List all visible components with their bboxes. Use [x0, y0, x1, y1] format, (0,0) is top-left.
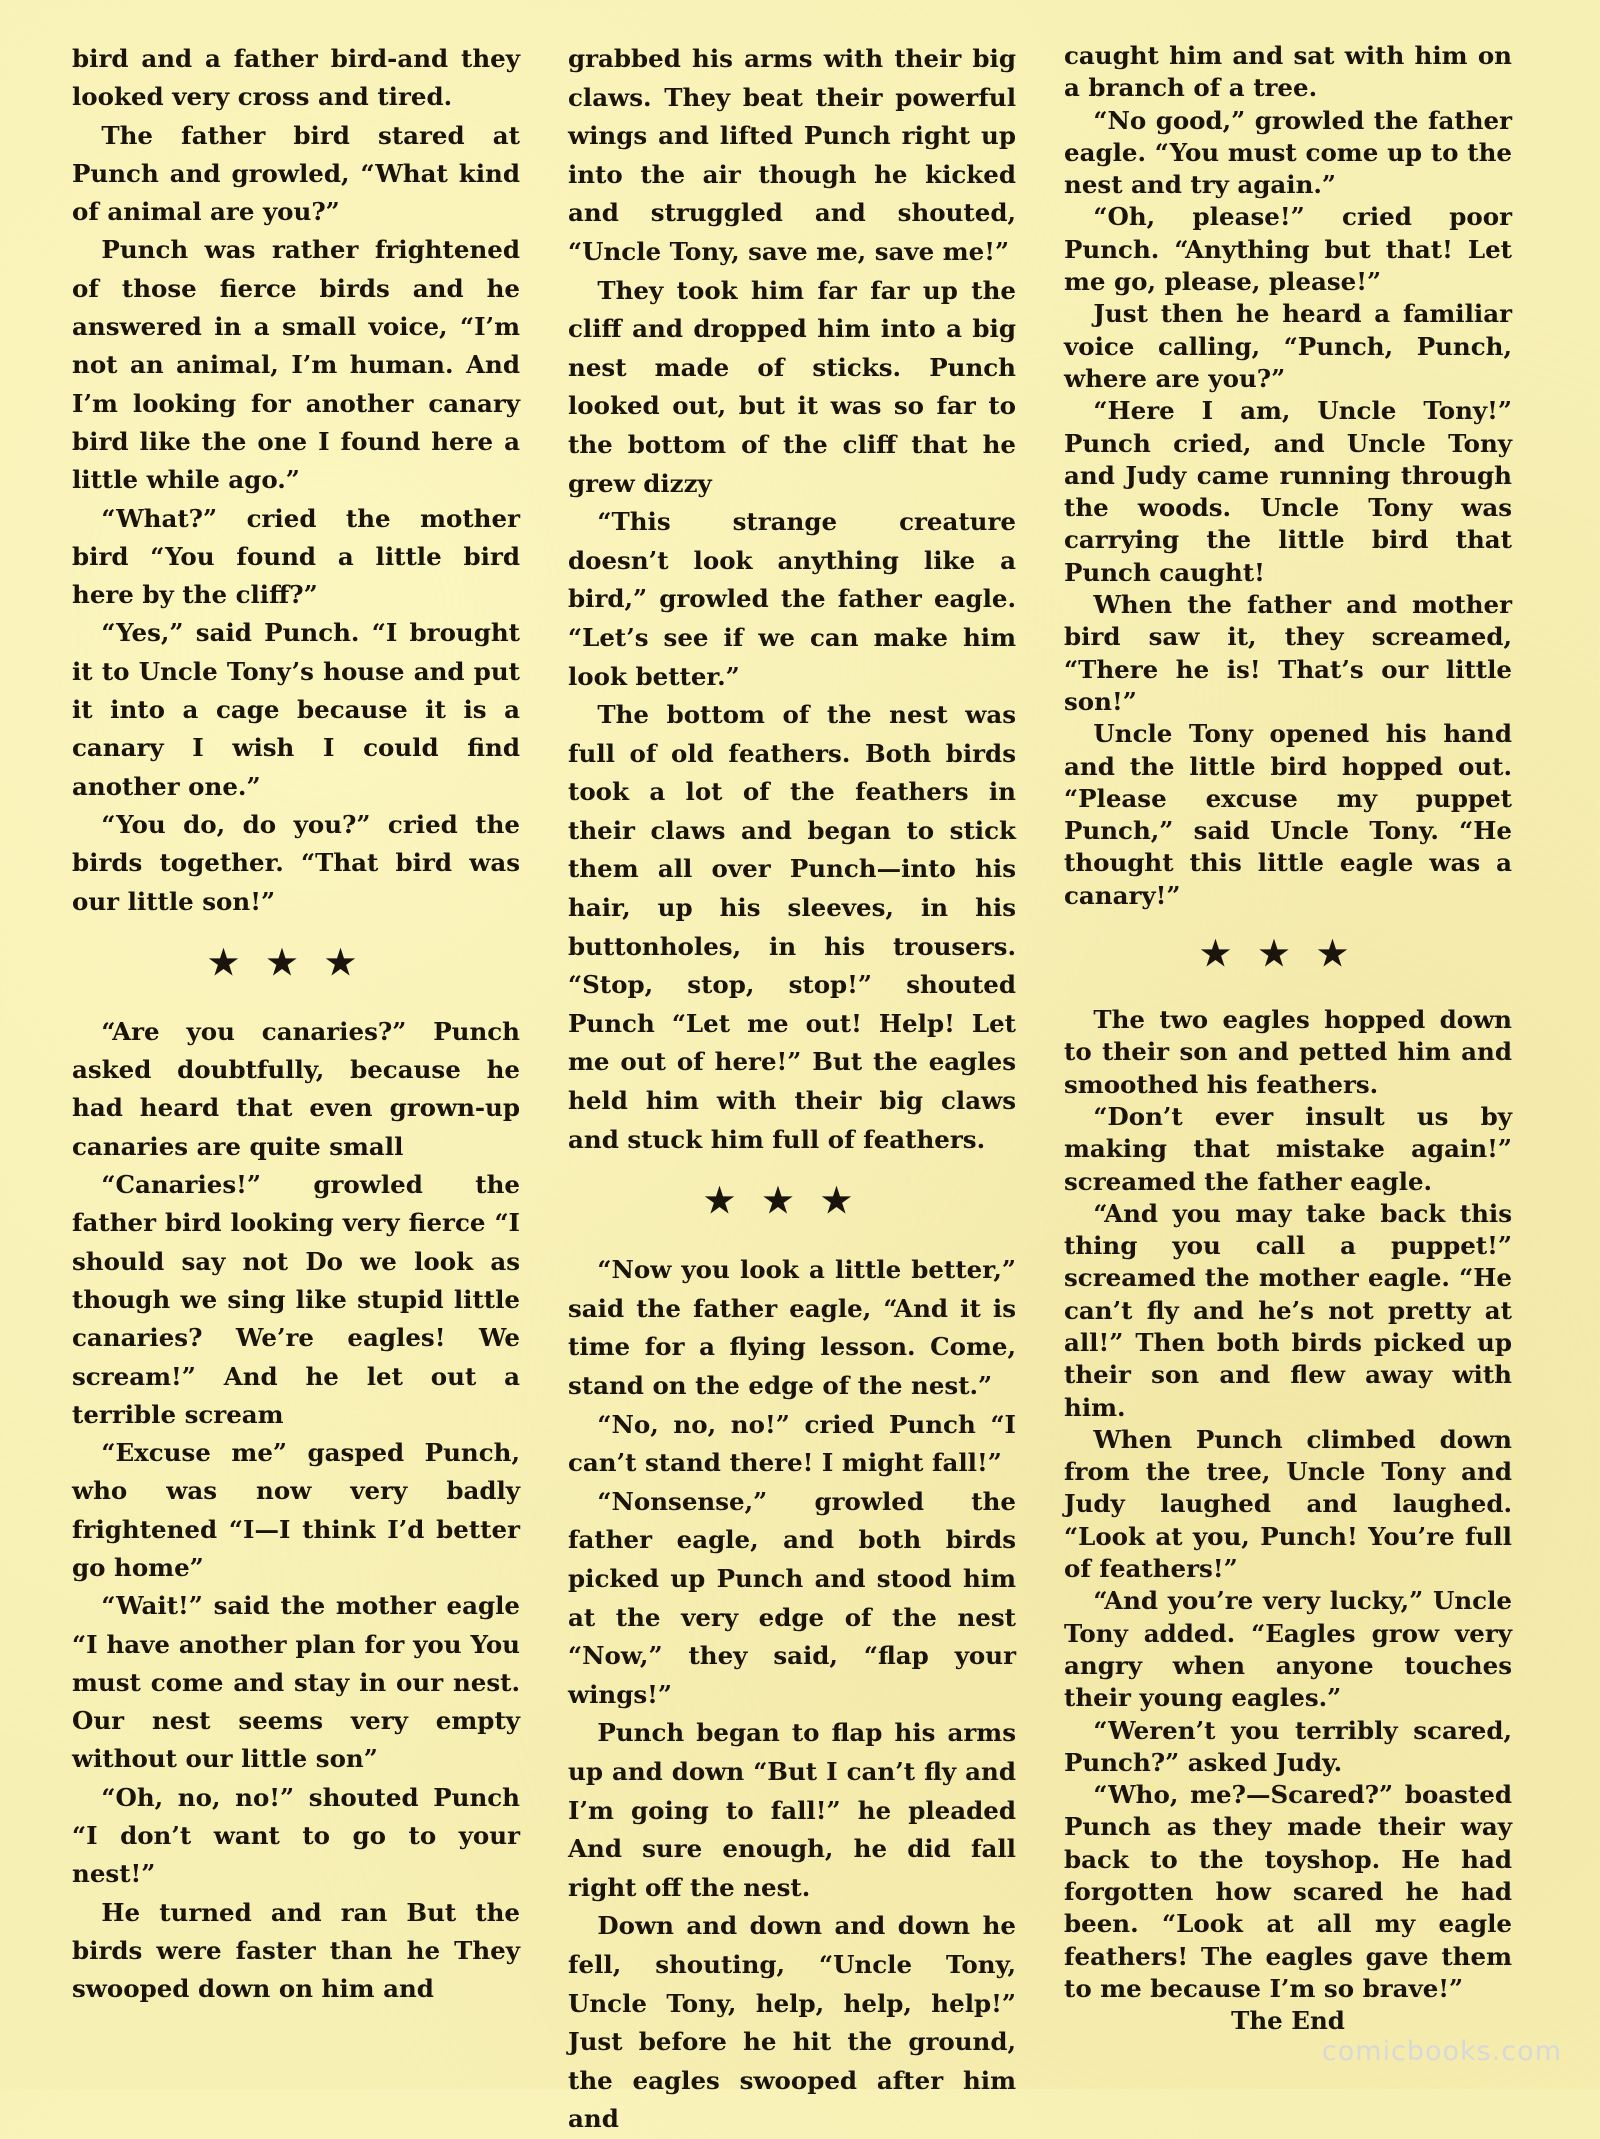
- text-column-2: [568, 40, 1016, 2134]
- story-paragraph: “What?” cried the mother bird “You found a little bird here by the cliff?”: [72, 503, 520, 610]
- story-paragraph: The two eagles hopped down to their son and petted him and smoothed his feathers.: [1064, 1005, 1512, 1099]
- star-icon: ★: [1200, 934, 1259, 975]
- story-paragraph: “Here I am, Uncle Tony!” Punch cried, and Uncle Tony and Judy came running through the woods. Uncle Tony was carrying the little bird that Punch caught!: [1064, 396, 1512, 587]
- story-paragraph: “This strange creature doesn’t look anything like a bird,” growled the father eagle. “Let’s see if we can make him look better.”: [568, 507, 1016, 691]
- story-paragraph: “Wait!” said the mother eagle “I have another plan for you You must come and stay in our nest. Our nest seems very empty without our little son”: [72, 1591, 520, 1774]
- story-paragraph: They took him far far up the cliff and dropped him into a big nest made of sticks. Punch looked out, but it was so far to the bottom of the cliff that he grew dizzy: [568, 275, 1016, 498]
- story-paragraph: “Don’t ever insult us by making that mistake again!” screamed the father eagle.: [1064, 1101, 1512, 1196]
- story-paragraph: Punch began to flap his arms up and down “But I can’t fly and I’m going to fall!” he pleaded And sure enough, he did fall right off the nest.: [568, 1718, 1016, 1902]
- story-paragraph: “No good,” growled the father eagle. “You must come up to the nest and try again.”: [1064, 105, 1512, 200]
- story-paragraph: The bottom of the nest was full of old feathers. Both birds took a lot of the feathers in their claws and began to stick them all over Punch—into his hair, up his sleeves, in his buttonholes, in his trousers. “Stop, stop, stop!” shouted Punch “Let me out! Help! Let me out of here!” But the eagles held him with their big claws and stuck him full of feathers.: [568, 700, 1016, 1154]
- story-paragraph: “Excuse me” gasped Punch, who was now very badly frightened “I—I think I’d better go home”: [72, 1438, 520, 1582]
- text-column-3: [1064, 40, 1512, 2036]
- story-paragraph: bird and a father bird-and they looked very cross and tired.: [72, 44, 520, 112]
- story-paragraph: He turned and ran But the birds were faster than he They swooped down on him and: [72, 1897, 520, 2004]
- story-paragraph: grabbed his arms with their big claws. They beat their powerful wings and lifted Punch right up into the air though he kicked and struggled and shouted, “Uncle Tony, save me, save me!”: [568, 44, 1016, 266]
- section-divider-stars: [1064, 934, 1512, 974]
- star-icon: ★: [704, 1181, 763, 1222]
- story-paragraph: “No, no, no!” cried Punch “I can’t stand there! I might fall!”: [568, 1409, 1016, 1478]
- section-divider-stars: [568, 1181, 1016, 1221]
- story-paragraph: “And you’re very lucky,” Uncle Tony added. “Eagles grow very angry when anyone touches their young eagles.”: [1064, 1586, 1512, 1713]
- watermark: comicbooks.com: [1321, 2036, 1562, 2067]
- story-paragraph: Just then he heard a familiar voice calling, “Punch, Punch, where are you?”: [1064, 299, 1512, 393]
- story-end-label: The End: [1231, 2006, 1345, 2036]
- story-paragraph: Punch was rather frightened of those fierce birds and he answered in a small voice, “I’m not an animal, I’m human. And I’m looking for another canary bird like the one I found here a little while ago.”: [72, 235, 520, 495]
- section-divider-stars: [72, 943, 520, 983]
- story-paragraph: caught him and sat with him on a branch of a tree.: [1064, 41, 1512, 103]
- star-icon: ★: [1317, 934, 1376, 975]
- story-paragraph: “And you may take back this thing you call a puppet!” screamed the mother eagle. “He can’t fly and he’s not pretty at all!” Then both birds picked up their son and flew away with him.: [1064, 1198, 1512, 1422]
- story-paragraph: Down and down and down he fell, shouting, “Uncle Tony, Uncle Tony, help, help, help!” Just before he hit the ground, the eagles swooped after him and: [568, 1911, 1016, 2134]
- story-paragraph: “Yes,” said Punch. “I brought it to Uncle Tony’s house and put it into a cage because it is a canary I wish I could find another one.”: [72, 618, 520, 801]
- story-paragraph: “You do, do you?” cried the birds together. “That bird was our little son!”: [72, 809, 520, 916]
- star-icon: ★: [266, 942, 326, 983]
- story-paragraph: “Are you canaries?” Punch asked doubtfully, because he had heard that even grown-up canaries are quite small: [72, 1016, 520, 1161]
- story-paragraph: When the father and mother bird saw it, they screamed, “There he is! That’s our little son!”: [1064, 590, 1512, 716]
- star-icon: ★: [762, 1181, 822, 1222]
- story-paragraph: “Nonsense,” growled the father eagle, and both birds picked up Punch and stood him at the very edge of the nest “Now,” they said, “flap your wings!”: [568, 1486, 1016, 1709]
- story-paragraph: “Oh, please!” cried poor Punch. “Anything but that! Let me go, please, please!”: [1064, 202, 1512, 297]
- story-paragraph: Uncle Tony opened his hand and the little bird hopped out. “Please excuse my puppet Punch,” said Uncle Tony. “He thought this little eagle was a canary!”: [1064, 719, 1512, 910]
- star-icon: ★: [325, 942, 384, 983]
- story-paragraph: The father bird stared at Punch and growled, “What kind of animal are you?”: [72, 120, 520, 227]
- story-paragraph: “Now you look a little better,” said the father eagle, “And it is time for a flying lesson. Come, stand on the edge of the nest.”: [568, 1255, 1016, 1400]
- star-icon: ★: [821, 1181, 880, 1222]
- story-paragraph: When Punch climbed down from the tree, Uncle Tony and Judy laughed and laughed. “Look at you, Punch! You’re full of feathers!”: [1064, 1424, 1512, 1584]
- story-paragraph: “Canaries!” growled the father bird looking very fierce “I should say not Do we look as though we sing like stupid little canaries? We’re eagles! We scream!” And he let out a terrible scream: [72, 1170, 520, 1429]
- story-paragraph: “Oh, no, no!” shouted Punch “I don’t want to go to your nest!”: [72, 1782, 520, 1889]
- story-paragraph: “Who, me?—Scared?” boasted Punch as they made their way back to the toyshop. He had forgotten how scared he had been. “Look at all my eagle feathers! The eagles gave them to me because I’m so brave!”: [1064, 1780, 1512, 2003]
- star-icon: ★: [208, 942, 267, 983]
- star-icon: ★: [1258, 934, 1318, 975]
- text-column-1: [72, 40, 520, 2030]
- story-paragraph: “Weren’t you terribly scared, Punch?” asked Judy.: [1064, 1715, 1512, 1777]
